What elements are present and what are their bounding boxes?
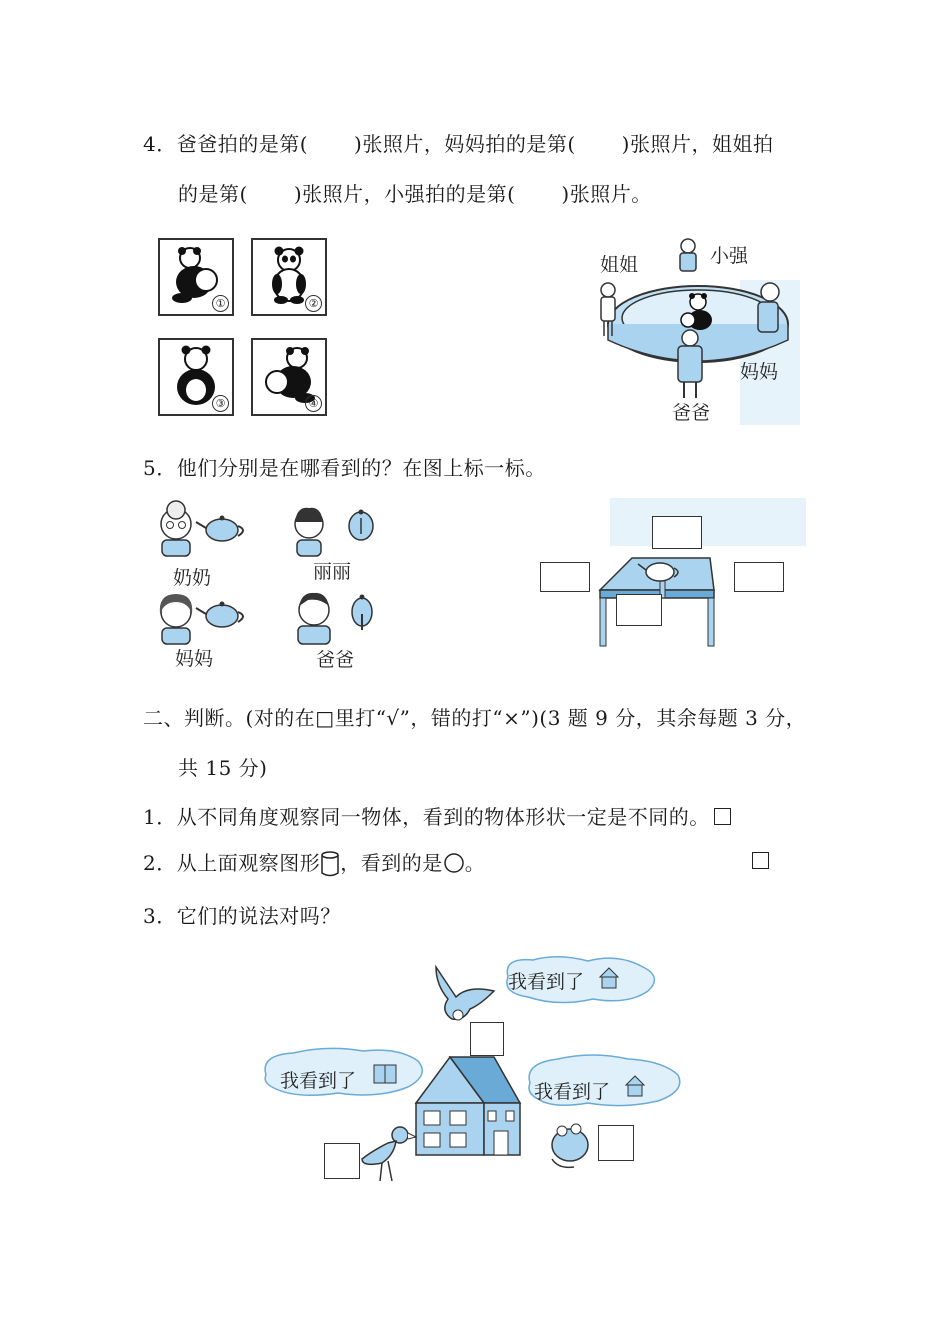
grandma-teapot: [152, 500, 252, 560]
bird-bubble-text: 我看到了: [508, 971, 585, 993]
judge-item-2-text-c: 。: [464, 851, 486, 875]
house-front-icon-duck: [374, 1065, 396, 1083]
label-sister: 姐姐: [600, 254, 639, 276]
panda-photo-1: [158, 238, 234, 316]
judge-item-2-text-a: 2．从上面观察图形: [143, 851, 321, 875]
judge-item-2-checkbox[interactable]: [752, 852, 769, 869]
q5-title: 5．他们分别是在哪看到的？在图上标一标。: [143, 456, 546, 480]
answer-box-duck[interactable]: [324, 1143, 360, 1179]
section2-heading-1: 二、判断。(对的在□里打“√”，错的打“×”)(3 题 9 分，其余每题 3 分，: [143, 706, 807, 730]
label-xiaoqiang: 小强: [710, 245, 749, 267]
answer-box-table-front[interactable]: [616, 594, 662, 626]
label-mom-pool: 妈妈: [740, 361, 779, 383]
panda-photo-4: [251, 338, 327, 416]
q4-text-b: )张照片，妈妈拍的是第(: [354, 132, 576, 156]
q4-text-d: 的是第(: [178, 182, 248, 206]
section2-heading-2: 共 15 分): [178, 756, 268, 780]
photo-number-2: ②: [305, 295, 322, 312]
q4-text-f: )张照片。: [561, 182, 652, 206]
duck-bubble-text: 我看到了: [280, 1070, 357, 1092]
answer-box-frog[interactable]: [598, 1125, 634, 1161]
bird-icon: [436, 967, 494, 1020]
answer-box-bird[interactable]: [470, 1022, 504, 1056]
q4-line-1: [143, 128, 773, 157]
label-mom: 妈妈: [175, 648, 214, 670]
label-grandma: 奶奶: [173, 567, 212, 589]
house-icon: [416, 1057, 520, 1155]
circle-shape-icon: [443, 852, 465, 874]
panda-photo-2: [251, 238, 327, 316]
lili-teapot: [285, 500, 385, 560]
frog-bubble-text: 我看到了: [534, 1081, 611, 1103]
q4-text-a: 4．爸爸拍的是第(: [143, 132, 309, 156]
answer-box-table-top[interactable]: [652, 516, 702, 549]
mom-teapot: [152, 588, 252, 648]
duck-icon: [362, 1127, 416, 1181]
photo-number-3: ③: [212, 395, 229, 412]
label-dad: 爸爸: [316, 649, 355, 671]
answer-box-table-left[interactable]: [540, 562, 590, 592]
label-lili: 丽丽: [313, 561, 352, 583]
label-dad-pool: 爸爸: [672, 402, 711, 424]
cylinder-icon: [320, 850, 340, 878]
q4-text-e: )张照片，小强拍的是第(: [293, 182, 516, 206]
judge-item-1-checkbox[interactable]: [714, 808, 731, 825]
q4-text-c: )张照片，姐姐拍: [621, 132, 774, 156]
judge-item-3-title: 3．它们的说法对吗？: [143, 904, 341, 928]
dad-teapot: [290, 586, 390, 646]
frog-icon: [552, 1124, 588, 1167]
photo-number-1: ①: [212, 295, 229, 312]
judge-item-2-text-b: ，看到的是: [340, 851, 443, 875]
judge-item-2: [143, 847, 485, 878]
judge-item-1-text: 1．从不同角度观察同一物体，看到的物体形状一定是不同的。: [143, 805, 710, 829]
answer-box-table-right[interactable]: [734, 562, 784, 592]
judge-item-1: [143, 801, 731, 830]
photo-number-4: ④: [305, 395, 322, 412]
panda-photo-3: [158, 338, 234, 416]
q4-line-2: [178, 178, 652, 207]
